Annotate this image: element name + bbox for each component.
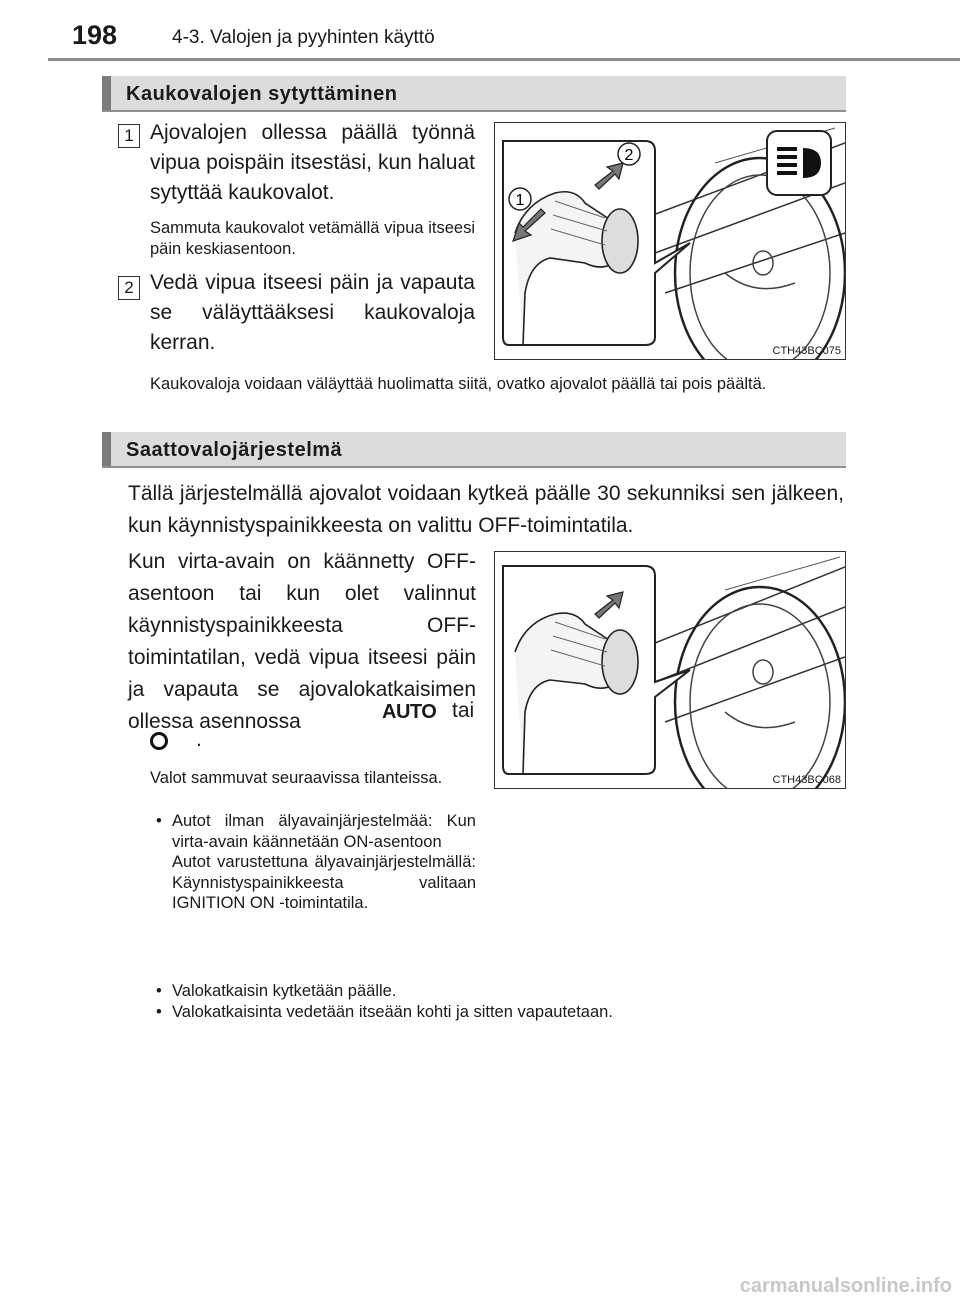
figure-label-1: 1 [515, 192, 525, 209]
step-number-1: 1 [118, 124, 140, 148]
high-beam-note: Kaukovaloja voidaan väläyttää huolimatta siitä, ovatko ajovalot päällä tai pois päältä. [150, 375, 767, 393]
figure-code: CTH43BC075 [772, 345, 841, 357]
step-number-2: 2 [118, 276, 140, 300]
list-item [150, 811, 476, 914]
follow-me-instruction [128, 546, 476, 733]
headlight-position-icon [150, 732, 168, 750]
step-2-text: Vedä vipua itseesi päin ja vapauta se väläyttääksesi kaukovaloja kerran. [150, 271, 475, 354]
bullet-1a: • Autot ilman älyavainjärjestelmää: Kun virta-avain käännetään ON-asentoon [172, 812, 476, 851]
figure-code: CTH43BC068 [772, 774, 841, 786]
period-text: . [196, 728, 202, 751]
section-title: Saattovalojärjestelmä [126, 439, 343, 461]
section-heading-follow-me [102, 432, 846, 468]
lever-illustration [495, 123, 845, 359]
heading-bar [102, 432, 111, 466]
section-title: Kaukovalojen sytyttäminen [126, 83, 398, 105]
step-1-text: Ajovalojen ollessa päällä työnnä vipua poispäin itsestäsi, kun haluat sytyttää kaukovalot. [150, 121, 475, 204]
follow-me-intro: Tällä järjestelmällä ajovalot voidaan kytkeä päälle 30 sekunniksi sen jälkeen, kun käynnistyspainikkeesta on valittu OFF-toimintatila. [128, 482, 844, 537]
list-item: • Valokatkaisin kytketään päälle. [150, 981, 844, 1002]
chapter-title: 4-3. Valojen ja pyyhinten käyttö [172, 27, 435, 48]
figure-label-2: 2 [624, 147, 634, 164]
section-heading-high-beam [102, 76, 846, 112]
instruction-text: Kun virta-avain on käännetty OFF-asentoon tai kun olet valinnut käynnistyspainikkeesta OFF-toimintatilan, vedä vipua itseesi päin ja vapauta se ajovalokatkaisimen ollessa asennossa [128, 550, 476, 733]
list-item: • Valokatkaisinta vedetään itseään kohti ja sitten vapautetaan. [150, 1002, 844, 1023]
page-number: 198 [72, 20, 118, 50]
figure-follow-me [494, 551, 846, 789]
header-rule [48, 58, 960, 61]
off-conditions-list-wide [150, 981, 844, 1022]
off-conditions-text: Valot sammuvat seuraavissa tilanteissa. [150, 769, 443, 787]
figure-high-beam [494, 122, 846, 360]
auto-icon: AUTO [382, 701, 437, 723]
tai-text: tai [452, 699, 475, 722]
bullet-1b: Autot varustettuna älyavainjärjestelmällä: Käynnistyspainikkeesta valitaan IGNITION ON -toimintatila. [172, 853, 476, 912]
watermark: carmanualsonline.info [739, 1275, 952, 1297]
lever-pull-illustration [495, 552, 845, 788]
off-conditions-list [150, 811, 476, 914]
step-1-note: Sammuta kaukovalot vetämällä vipua itseesi päin keskiasentoon. [150, 219, 475, 258]
heading-bar [102, 76, 111, 110]
